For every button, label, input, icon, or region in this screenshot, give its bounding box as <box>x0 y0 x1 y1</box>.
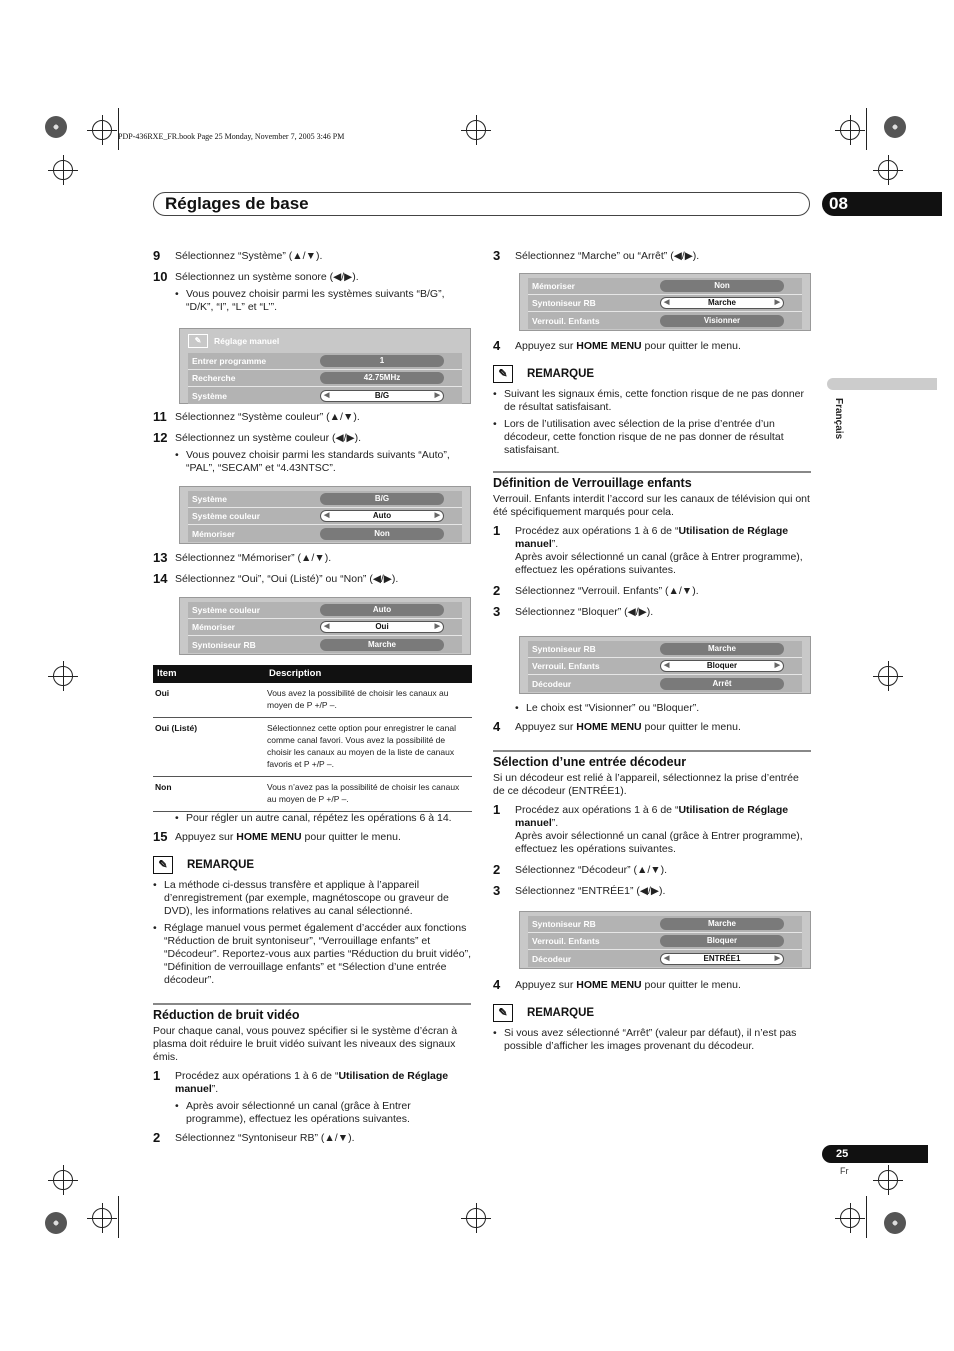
section-intro: Pour chaque canal, vous pouvez spécifier si le système d’écran à plasma doit réduire le bruit vidéo suivant les niveaux des signaux émis. <box>153 1025 458 1063</box>
side-language-label: Français <box>833 398 844 440</box>
menu-row[interactable]: Système B/G <box>188 491 462 508</box>
registration-mark <box>466 1208 486 1228</box>
step-9: 9 Sélectionnez “Système” (▲/▼). <box>153 248 323 263</box>
menu-row[interactable]: Verrouil. Enfants Visionner <box>528 312 802 329</box>
registration-mark <box>466 120 486 140</box>
left-column <box>153 250 471 318</box>
note-bullet: • Si vous avez sélectionné “Arrêt” (valeur par défaut), il n’est pas possible d’afficher les images provenant du décodeur. <box>493 1027 811 1053</box>
menu-row[interactable]: Syntoniseur RB ◀ Marche ▶ <box>528 295 802 312</box>
note-heading: ✎ REMARQUE <box>493 365 811 383</box>
menu-reglage-manuel <box>179 328 471 404</box>
registration-mark <box>840 1208 860 1228</box>
step-10-bullet: • Vous pouvez choisir parmi les systèmes suivants “B/G”, “D/K”, “I”, “L” et “L’”. <box>175 288 471 314</box>
registration-disc <box>884 1212 906 1234</box>
note-bullet: • Suivant les signaux émis, cette fonction risque de ne pas donner de résultat satisfaisant. <box>493 388 811 414</box>
step-10: 10 Sélectionnez un système sonore (◀/▶). <box>153 269 359 284</box>
menu-row[interactable]: Décodeur Arrêt <box>528 675 802 692</box>
menu-row[interactable]: Système couleur Auto <box>188 602 462 619</box>
menu-decodeur <box>519 911 811 969</box>
section-intro: Verrouil. Enfants interdit l’accord sur les canaux de télévision qui ont été spécifiquement marqués pour cela. <box>493 493 810 518</box>
step-1: 1 Procédez aux opérations 1 à 6 de “Utilisation de Réglage manuel”. Après avoir sélectionné un canal (grâce à Entrer programme), effectuez les opérations suivantes. <box>493 523 803 576</box>
left-column-4 <box>153 812 471 1153</box>
step-1-bullet: • Après avoir sélectionné un canal (grâce à Entrer programme), effectuez les opérations suivantes. <box>175 1100 471 1126</box>
note-heading: ✎ REMARQUE <box>493 1004 811 1022</box>
step-2: 2 Sélectionnez “Décodeur” (▲/▼). <box>493 862 668 877</box>
step-4: 4 Appuyez sur HOME MENU pour quitter le menu. <box>493 338 741 353</box>
registration-disc <box>45 1212 67 1234</box>
menu-row[interactable]: Mémoriser Non <box>188 525 462 542</box>
print-header: PDP-436RXE_FR.book Page 25 Monday, November 7, 2005 3:46 PM <box>118 132 345 141</box>
menu-row[interactable]: Entrer programme 1 <box>188 353 462 370</box>
repeat-bullet: • Pour régler un autre canal, répétez les opérations 6 à 14. <box>175 812 471 825</box>
right-column <box>493 250 811 271</box>
step-1: 1 Procédez aux opérations 1 à 6 de “Utilisation de Réglage manuel”. <box>153 1068 449 1095</box>
registration-mark <box>878 160 898 180</box>
note-heading: ✎ REMARQUE <box>153 856 471 874</box>
left-column-2 <box>153 411 471 479</box>
menu-row[interactable]: Syntoniseur RB Marche <box>188 636 462 653</box>
registration-disc <box>45 116 67 138</box>
table-row: Non Vous n’avez pas la possibilité de choisir les canaux au moyen de P +/P –. <box>153 777 472 812</box>
page-title: Réglages de base <box>165 194 309 213</box>
menu-row[interactable]: Verrouil. Enfants Bloquer <box>528 933 802 950</box>
menu-syntoniseur-rb <box>519 273 811 331</box>
menu-row[interactable]: Mémoriser Non <box>528 278 802 295</box>
step-3: 3 Sélectionnez “ENTRÉE1” (◀/▶). <box>493 883 666 898</box>
registration-mark <box>878 666 898 686</box>
table-header: Item Description <box>153 665 472 683</box>
menu-systeme-couleur <box>179 486 471 544</box>
step-12-bullet: • Vous pouvez choisir parmi les standards suivants “Auto”, “PAL”, “SECAM” et “4.43NTSC”. <box>175 449 471 475</box>
pencil-icon: ✎ <box>153 856 173 874</box>
registration-mark <box>53 1170 73 1190</box>
menu-memoriser <box>179 597 471 655</box>
step-14: 14 Sélectionnez “Oui”, “Oui (Listé)” ou “Non” (◀/▶). <box>153 571 399 586</box>
menu-row[interactable]: Décodeur ◀ ENTRÉE1 ▶ <box>528 950 802 967</box>
step-4: 4 Appuyez sur HOME MENU pour quitter le menu. <box>493 719 741 734</box>
step-15: 15 Appuyez sur HOME MENU pour quitter le menu. <box>153 829 401 844</box>
registration-disc <box>884 116 906 138</box>
options-table <box>153 665 472 812</box>
note-bullet: • Réglage manuel vous permet également d’accéder aux fonctions “Réduction de bruit syntoniseur”, “Verrouillage enfants” et “Décodeur”. Reportez-vous aux parties “Réduction du bruit vidéo”, “Définition de verrouillage enfants” et “Sélection d’une entrée décodeur”. <box>153 922 471 987</box>
step-1: 1 Procédez aux opérations 1 à 6 de “Utilisation de Réglage manuel”. Après avoir sélectionné un canal (grâce à Entrer programme), effectuez les opérations suivantes. <box>493 802 803 855</box>
registration-mark <box>878 1170 898 1190</box>
menu-title: ✎ Réglage manuel <box>188 333 462 349</box>
registration-mark <box>840 120 860 140</box>
right-column-4 <box>493 979 811 1057</box>
table-row: Oui (Listé) Sélectionnez cette option pour enregistrer le canal comme canal favori. Vous avez la possibilité de choisir les canaux au moyen de la liste de canaux favoris et P +/P –. <box>153 718 472 777</box>
side-tab <box>827 378 937 390</box>
page-language: Fr <box>840 1166 849 1176</box>
right-column-2 <box>493 340 811 627</box>
menu-row[interactable]: Système ◀ B/G ▶ <box>188 387 462 404</box>
section-title: Définition de Verrouillage enfants <box>493 471 811 490</box>
section-intro: Si un décodeur est relié à l’appareil, sélectionnez la prise d’entrée de ce décodeur (ENTRÉE1). <box>493 772 799 797</box>
pencil-icon: ✎ <box>493 365 513 383</box>
crop-line <box>118 108 119 150</box>
menu-row[interactable]: Verrouil. Enfants ◀ Bloquer ▶ <box>528 658 802 675</box>
left-column-3 <box>153 552 471 594</box>
menu-icon: ✎ <box>188 334 208 348</box>
registration-mark <box>92 120 112 140</box>
step-2: 2 Sélectionnez “Verrouil. Enfants” (▲/▼). <box>493 583 699 598</box>
step-13: 13 Sélectionnez “Mémoriser” (▲/▼). <box>153 550 332 565</box>
chapter-number: 08 <box>822 192 942 216</box>
step-3: 3 Sélectionnez “Marche” ou “Arrêt” (◀/▶). <box>493 248 700 263</box>
step-3: 3 Sélectionnez “Bloquer” (◀/▶). <box>493 604 654 619</box>
table-row: Oui Vous avez la possibilité de choisir les canaux au moyen de P +/P –. <box>153 683 472 718</box>
registration-mark <box>53 666 73 686</box>
page-number: 25 <box>822 1145 928 1163</box>
menu-row[interactable]: Syntoniseur RB Marche <box>528 641 802 658</box>
right-column-3 <box>493 702 811 906</box>
pencil-icon: ✎ <box>493 1004 513 1022</box>
registration-mark <box>53 160 73 180</box>
menu-row[interactable]: Recherche 42.75MHz <box>188 370 462 387</box>
crop-line <box>866 1196 867 1238</box>
section-title: Sélection d’une entrée décodeur <box>493 750 811 769</box>
step-2: 2 Sélectionnez “Syntoniseur RB” (▲/▼). <box>153 1130 355 1145</box>
note-bullet: • Lors de l’utilisation avec sélection de la prise d’entrée d’un décodeur, cette fonction risque de ne pas donner de résultat satisfaisant. <box>493 418 811 457</box>
section-title: Réduction de bruit vidéo <box>153 1003 471 1022</box>
step-4: 4 Appuyez sur HOME MENU pour quitter le menu. <box>493 977 741 992</box>
step-12: 12 Sélectionnez un système couleur (◀/▶). <box>153 430 361 445</box>
menu-row[interactable]: Syntoniseur RB Marche <box>528 916 802 933</box>
choice-bullet: • Le choix est “Visionner” ou “Bloquer”. <box>515 702 811 715</box>
menu-row[interactable]: Mémoriser ◀ Oui ▶ <box>188 619 462 636</box>
crop-line <box>118 1196 119 1238</box>
registration-mark <box>92 1208 112 1228</box>
note-bullet: • La méthode ci-dessus transfère et applique à l’appareil d’enregistrement (par exemple, magnétoscope ou graveur de DVD), les informations relatives au canal sélectionné. <box>153 879 471 918</box>
step-11: 11 Sélectionnez “Système couleur” (▲/▼). <box>153 409 360 424</box>
menu-verrouil-enfants <box>519 636 811 694</box>
menu-row[interactable]: Système couleur ◀ Auto ▶ <box>188 508 462 525</box>
crop-line <box>866 108 867 150</box>
